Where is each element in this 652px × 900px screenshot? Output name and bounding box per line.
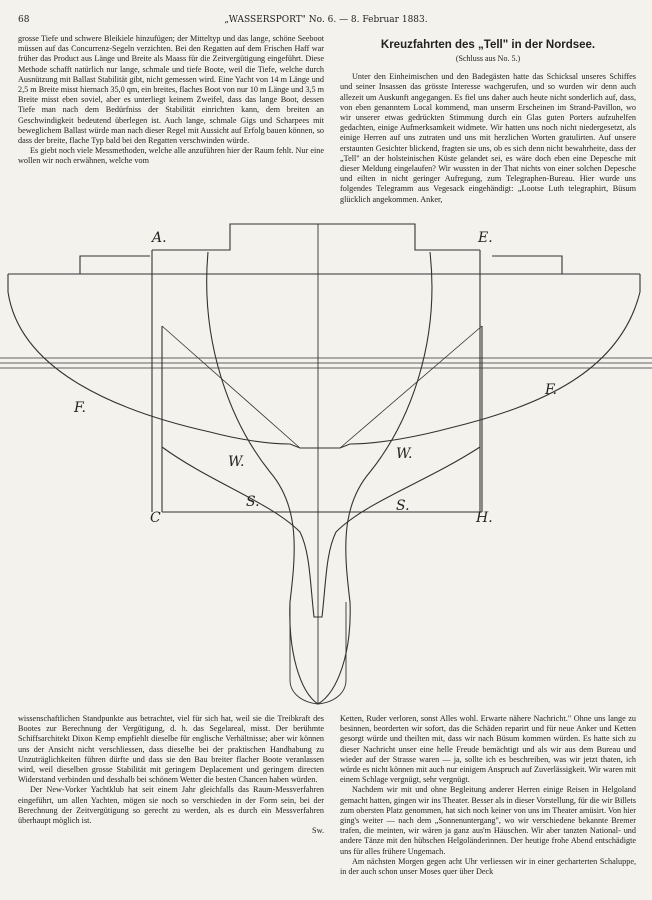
- hull-curve-s-left: [207, 252, 318, 704]
- label-f-right: F.: [545, 382, 557, 398]
- paragraph: Ketten, Ruder verloren, sonst Alles wohl. Erwarte nähere Nachricht." Ohne uns lange zu besinnen, beorderten wir sofort, das die Schäden reparirt und für neue Anker und Ketten gesorgt würde und theilten mit, dass wir nach Büsum kommen würden. Es hatte sich zu dieser Nachricht unser eine helle Freude bemächtigt und als wir aus dem Bureau und wieder auf der Strasse waren — ja, sollte ich es beschreiben, was wir jetzt thaten, ich würde es nicht können mit auch nur einigem Anspruch auf Zuverlässigkeit. Wir waren mit einem Schlage vergnügt, sehr vergnügt.: [340, 714, 636, 785]
- label-s-right: S.: [396, 498, 410, 514]
- hull-lines-drawing: [0, 222, 652, 712]
- waterline: [0, 358, 652, 368]
- diagonal-right: [340, 326, 482, 448]
- hull-curve-s-right: [318, 252, 432, 704]
- left-column-bottom: [18, 714, 324, 836]
- signature: Sw.: [312, 826, 324, 836]
- paragraph: Der New-Vorker Yachtklub hat seit einem Jahr gleichfalls das Raum-Messverfahren eingeführt, um allen Yachten, mögen sie noch so verschieden in der Form sein, bei der Berechnung der Zeitvergütigung so gerecht zu werden, als es durch ein Messverfahren überhaupt möglich ist.: [18, 785, 324, 826]
- diagonal-left: [162, 326, 300, 448]
- paragraph: Am nächsten Morgen gegen acht Uhr verliessen wir in einer gecharterten Schaluppe, in der auch schon unser Moses quer über Deck: [340, 856, 636, 877]
- deck-line: [8, 274, 640, 292]
- paragraph: wissenschaftlichen Standpunkte aus betrachtet, viel für sich hat, weil sie die Treibkraft des Bootes zur Berechnung der Vergütigung, d. h. das Segelareal, misst. Der berühmte Schiffsarchitekt Dixon Kemp empfiehlt dieselbe für englische Verhältnisse; aber wir können uns der Ansicht nicht verschliessen, dass dieselbe bei der praktischen Handhabung zu Unzuträglichkeiten führen dürfte und dass sie den Bau breiter flacher Boote veranlassen wird, weil dieselben grosse Stabilität mit geringem Deplacement und geringem directen Widerstand verbinden und desshalb bei schönem Wetter die besten Chancen haben würden.: [18, 714, 324, 785]
- page-header: [18, 13, 634, 27]
- right-column-bottom: [340, 714, 636, 877]
- hull-curve-f: [8, 292, 640, 448]
- label-e: E.: [478, 230, 493, 246]
- page-number: 68: [18, 15, 30, 25]
- hull-curve-w: [162, 447, 480, 617]
- outer-step-left: [80, 256, 150, 274]
- section-box: [162, 326, 482, 512]
- paragraph: grosse Tiefe und schwere Bleikiele hinzufügen; der Mitteltyp und das lange, schöne Seeboot müssen auf das Concurrenz-Segeln verzichten. Bei den Regatten auf dem Frischen Haff war früher das Product aus Länge und Breite als Maass für die Zeitvergütigung eingeführt. Diese Methode schafft natürlich nur lange, schmale und tiefe Boote, weil die Tiefe, welche durch Ausnützung mit Ballast Stabilität gibt, nicht gemessen wird. Eine Yacht von 14 m Länge und 2,5 m Breite misst hiernach 35,0 qm, ein breites, flaches Boot von nur 10 m Länge und 3,5 m Breite misst eben soviel, aber es unterliegt keinem Zweifel, dass das lange Boot, dessen Tiefe man nach dem Bedürfniss der Stabilität einrichten kann, dem breiten an Geschwindigkeit bedeutend überlegen ist. Auch lange, schmale Gigs und Scharpees mit beweglichem Ballast würde man nach dieser Regel mit Aussicht auf Erfolg bauen können, so dass der breite, flache Typ bald bei den Regatten verschwinden würde.: [18, 34, 324, 146]
- label-f-left: F.: [74, 400, 86, 416]
- article-column: [340, 34, 636, 205]
- paragraph: Es giebt noch viele Messmethoden, welche alle anzuführen hier der Raum fehlt. Nur eine wollen wir noch erwähnen, welche vom: [18, 146, 324, 166]
- label-c: C: [150, 510, 161, 526]
- left-column-top: [18, 34, 324, 167]
- running-title: „WASSERSPORT" No. 6. — 8. Februar 1883.: [224, 15, 428, 25]
- article-subtitle: (Schluss aus No. 5.): [455, 54, 521, 63]
- label-w-left: W.: [228, 454, 245, 470]
- outer-step-right: [492, 256, 562, 274]
- label-s-left: S.: [246, 494, 260, 510]
- top-step: [152, 224, 480, 250]
- label-w-right: W.: [396, 446, 413, 462]
- paragraph: Nachdem wir mit und ohne Begleitung anderer Herren einige Reisen in Helgoland gemacht hatten, gingen wir ins Theater. Besser als in dieser Vorstellung, für die wir Billets zum obersten Platz genommen, hat sich noch keiner von uns im Theater amüsirt. Von hier ging's weiter — nach dem „Sonnenuntergang", wo wir verschiedene bekannte Bremer trafen, die meinten, wir wären ja ganz aus'm Häuschen. Wir aber tanzten National- und andere Tänze mit den hübschen Helgoländerinnen. Der heutige frohe Abend entschädigte uns für alles frühere Ungemach.: [340, 785, 636, 856]
- paragraph: Unter den Einheimischen und den Badegästen hatte das Schicksal unseres Schiffes und seiner Insassen das grösste Interesse wachgerufen, und so wurden wir denn auch allezeit um Auskunft angegangen. Es fiel uns daher auch heute nicht sonderlich auf, dass, von eben genanntem Local kommend, man unserm Erscheinen im Strand-Pavillon, wo wir unserer etwas gedrückten Stimmung durch ein Glas guten Porters aufzuhelfen gedachten, einige Aufmerksamkeit widmete. Wir hatten uns noch nicht niedergesetzt, als einige Herren auf uns zutraten und uns mit herzlichen Worten gratulirten. Auf unsere erstaunten Gesichter blickend, fragten sie uns, ob es sich denn nicht bewahrheite, dass der „Tell" an der holsteinischen Küste gelandet sei, es wäre doch eben eine Depesche mit dieser Meldung eingelaufen? Wir wussten in der That nichts von einer solchen Depesche und eilten in nicht geringer Aufregung, zum Telegraphen-Bureau. Hier wurde uns folgendes Telegramm aus Vegesack eingehändigt: „Lootse Luth telegraphirt, Büsum glücklich angekommen. Anker,: [340, 72, 636, 204]
- article-title: Kreuzfahrten des „Tell" in der Nordsee.: [380, 39, 596, 51]
- label-h: H.: [476, 510, 493, 526]
- label-a: A.: [152, 230, 167, 246]
